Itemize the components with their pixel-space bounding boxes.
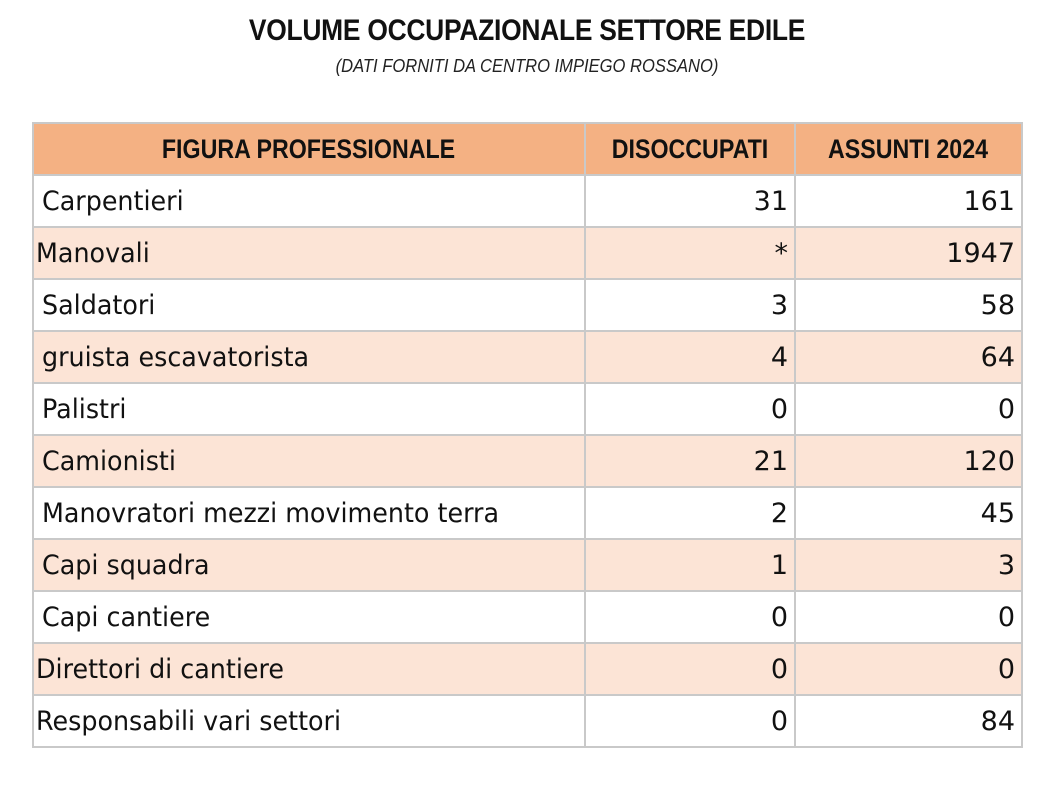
cell-assunti: 3: [795, 539, 1022, 591]
cell-assunti: 0: [795, 383, 1022, 435]
cell-figura: Carpentieri: [33, 175, 585, 227]
cell-assunti: 161: [795, 175, 1022, 227]
cell-assunti: 58: [795, 279, 1022, 331]
cell-disoccupati: *: [585, 227, 795, 279]
cell-disoccupati: 4: [585, 331, 795, 383]
cell-assunti: 1947: [795, 227, 1022, 279]
table-header-row: [33, 123, 1022, 175]
table-row: [33, 695, 1022, 747]
cell-figura: Camionisti: [33, 435, 585, 487]
table-row: [33, 383, 1022, 435]
cell-assunti: 0: [795, 591, 1022, 643]
cell-assunti: 84: [795, 695, 1022, 747]
cell-disoccupati: 2: [585, 487, 795, 539]
table-row: [33, 175, 1022, 227]
table-row: [33, 591, 1022, 643]
table-row: [33, 227, 1022, 279]
cell-figura: Saldatori: [33, 279, 585, 331]
cell-assunti: 64: [795, 331, 1022, 383]
cell-disoccupati: 0: [585, 643, 795, 695]
cell-figura: gruista escavatorista: [33, 331, 585, 383]
table-row: [33, 435, 1022, 487]
cell-figura: Capi cantiere: [33, 591, 585, 643]
cell-assunti: 0: [795, 643, 1022, 695]
cell-assunti: 120: [795, 435, 1022, 487]
cell-disoccupati: 1: [585, 539, 795, 591]
document-title: VOLUME OCCUPAZIONALE SETTORE EDILE: [248, 14, 806, 47]
table-row: [33, 487, 1022, 539]
cell-disoccupati: 3: [585, 279, 795, 331]
cell-assunti: 45: [795, 487, 1022, 539]
cell-figura: Responsabili vari settori: [33, 695, 585, 747]
cell-figura: Manovali: [33, 227, 585, 279]
employment-table: [32, 122, 1023, 748]
cell-disoccupati: 0: [585, 591, 795, 643]
table-row: [33, 279, 1022, 331]
cell-disoccupati: 31: [585, 175, 795, 227]
cell-figura: Palistri: [33, 383, 585, 435]
cell-disoccupati: 21: [585, 435, 795, 487]
header-disoccupati: DISOCCUPATI: [585, 123, 795, 175]
table-row: [33, 539, 1022, 591]
cell-disoccupati: 0: [585, 383, 795, 435]
table-row: [33, 643, 1022, 695]
cell-figura: Capi squadra: [33, 539, 585, 591]
cell-disoccupati: 0: [585, 695, 795, 747]
header-assunti-2024: ASSUNTI 2024: [795, 123, 1022, 175]
cell-figura: Manovratori mezzi movimento terra: [33, 487, 585, 539]
cell-figura: Direttori di cantiere: [33, 643, 585, 695]
document-subtitle: (DATI FORNITI DA CENTRO IMPIEGO ROSSANO): [335, 56, 719, 76]
header-figura-professionale: FIGURA PROFESSIONALE: [33, 123, 585, 175]
table-row: [33, 331, 1022, 383]
